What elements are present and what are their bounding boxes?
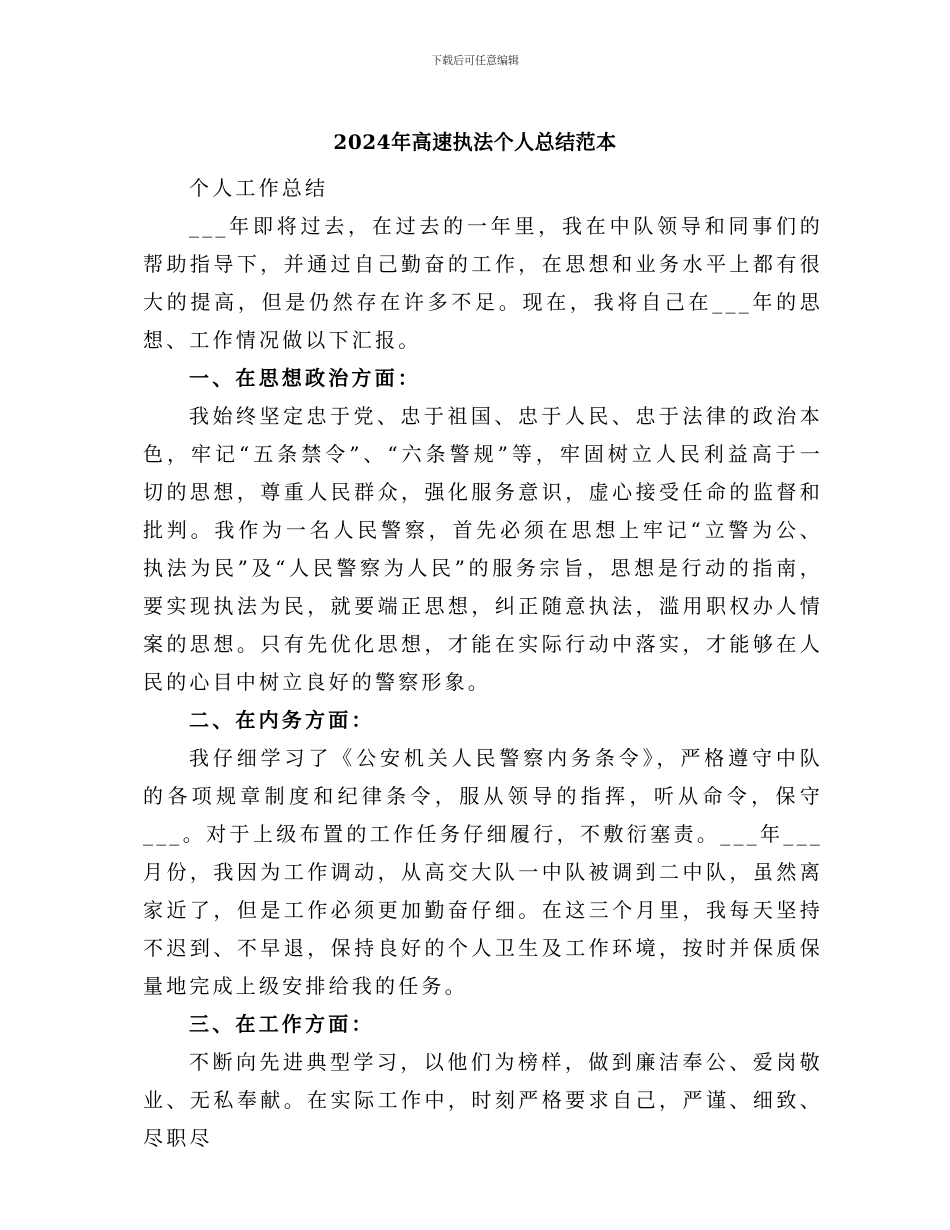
page-header-note: 下载后可任意编辑 [431, 54, 519, 67]
paragraph-ideology: 我始终坚定忠于党、忠于祖国、忠于人民、忠于法律的政治本色，牢记“五条禁令”、“六条警规”等，牢固树立人民利益高于一切的思想，尊重人民群众，强化服务意识，虚心接受任命的监督和批判。我作为一名人民警察，首先必须在思想上牢记“立警为公、执法为民”及“人民警察为人民”的服务宗旨，思想是行动的指南，要实现执法为民，就要端正思想，纠正随意执法，滥用职权办人情案的思想。只有先优化思想，才能在实际行动中落实，才能够在人民的心目中树立良好的警察形象。 [143, 404, 823, 694]
document-body [143, 169, 823, 1157]
section-heading-work: 三、在工作方面： [189, 1012, 375, 1036]
section-heading-internal-affairs: 二、在内务方面： [189, 708, 375, 732]
paragraph-subtitle: 个人工作总结 [189, 176, 329, 200]
paragraph-internal-affairs: 我仔细学习了《公安机关人民警察内务条令》，严格遵守中队的各项规章制度和纪律条令，服从领导的指挥，听从命令，保守___。对于上级布置的工作任务仔细履行，不敷衍塞责。___年___月份，我因为工作调动，从高交大队一中队被调到二中队，虽然离家近了，但是工作必须更加勤奋仔细。在这三个月里，我每天坚持不迟到、不早退，保持良好的个人卫生及工作环境，按时并保质保量地完成上级安排给我的任务。 [143, 746, 823, 998]
paragraph-intro: ___年即将过去，在过去的一年里，我在中队领导和同事们的帮助指导下，并通过自己勤奋的工作，在思想和业务水平上都有很大的提高，但是仍然存在许多不足。现在，我将自己在___年的思想、工作情况做以下汇报。 [143, 214, 823, 352]
paragraph-work: 不断向先进典型学习，以他们为榜样，做到廉洁奉公、爱岗敬业、无私奉献。在实际工作中，时刻严格要求自己，严谨、细致、尽职尽 [143, 1050, 823, 1150]
section-heading-ideology: 一、在思想政治方面： [189, 366, 421, 390]
document-title: 2024年高速执法个人总结范本 [333, 130, 617, 154]
